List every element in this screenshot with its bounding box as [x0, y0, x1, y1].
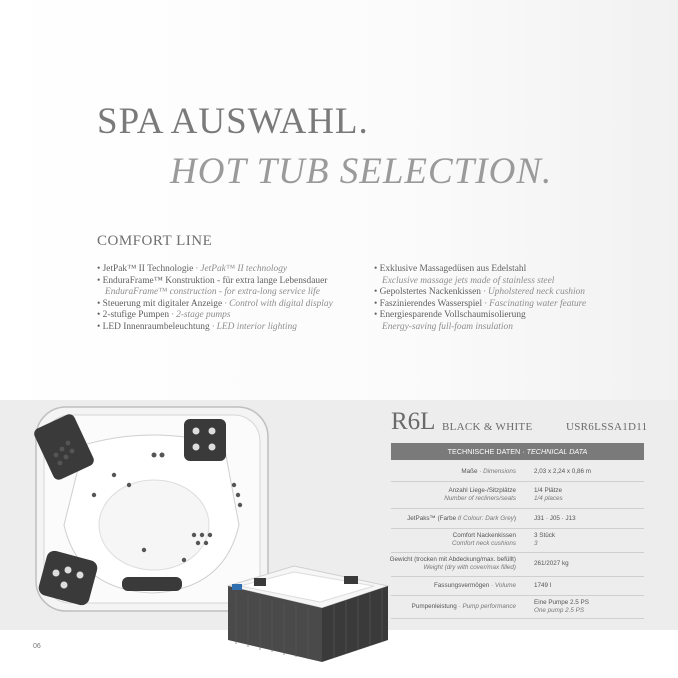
feature-item: • Faszinierendes Wasserspiel · Fascinating water feature: [374, 298, 587, 309]
feature-item: • LED Innenraumbeleuchtung · LED interior lighting: [97, 321, 297, 332]
feature-item: • Exklusive Massagedüsen aus Edelstahl: [374, 264, 527, 274]
product-variant: BLACK & WHITE: [442, 421, 533, 433]
page-title-english: HOT TUB SELECTION.: [170, 151, 553, 192]
feature-item: • Energiesparende Vollschaumisolierung: [374, 310, 526, 321]
spec-row-seats: Anzahl Liege-/Sitzplätze Number of recliners/seats 1/4 Plätze 1/4 places: [391, 482, 644, 509]
filter-lid-icon: [122, 577, 182, 591]
spec-row-pump: Pumpenleistung · Pump performance Eine Pumpe 2.5 PS One pump 2.5 PS: [391, 596, 644, 619]
spec-row-dimensions: Maße · Dimensions 2,03 x 2,24 x 0,86 m: [391, 462, 644, 482]
spec-table-header: TECHNISCHE DATEN · TECHNICAL DATA: [391, 443, 644, 460]
feature-item-translation: EnduraFrame™ construction - for extra-long service life: [105, 287, 320, 298]
feature-item: • JetPak™ II Technologie · JetPak™ II technology: [97, 264, 288, 274]
feature-item: • Steuerung mit digitaler Anzeige · Control with digital display: [97, 298, 333, 309]
spec-row-neck-cushions: Comfort Nackenkissen Comfort neck cushions 3 Stück 3: [391, 529, 644, 553]
feature-item: • 2-stufige Pumpen · 2-stage pumps: [97, 310, 231, 321]
product-model: R6L: [391, 408, 436, 435]
page-title-german: SPA AUSWAHL.: [97, 101, 369, 142]
hot-tub-perspective-image: [224, 558, 392, 663]
spec-row-volume: Fassungsvermögen · Volume 1749 l: [391, 577, 644, 596]
feature-item: • Gepolstertes Nackenkissen · Upholstered neck cushion: [374, 287, 585, 298]
product-code: USR6LSSA1D11: [566, 421, 648, 433]
feature-list-left: [97, 264, 372, 334]
line-name: COMFORT LINE: [97, 233, 213, 249]
page-number: 06: [33, 643, 41, 650]
spec-row-jetpaks: JetPaks™ (Farbe // Colour: Dark Grey) J31 · J05 · J13: [391, 509, 644, 529]
feature-item-translation: Exclusive massage jets made of stainless steel: [382, 275, 555, 286]
feature-item: • EnduraFrame™ Konstruktion - für extra lange Lebensdauer: [97, 275, 328, 286]
spec-row-weight: Gewicht (trocken mit Abdeckung/max. befüllt) Weight (dry with cover/max filled) 261/2027 kg: [391, 553, 644, 577]
feature-list-right: [374, 264, 664, 334]
feature-item-translation: Energy-saving full-foam insulation: [382, 321, 513, 332]
